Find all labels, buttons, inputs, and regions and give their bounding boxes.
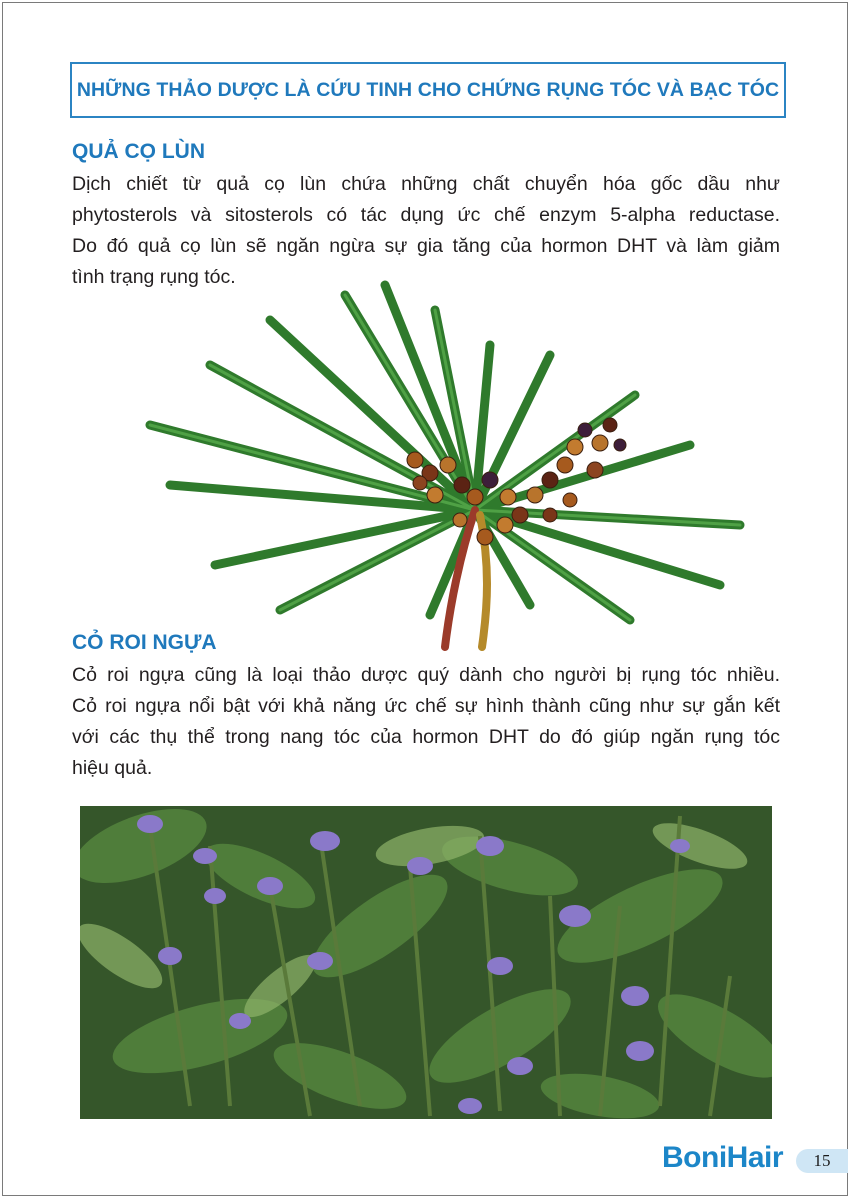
body-line: hiệu quả. <box>72 757 153 779</box>
body-line: tình trạng rụng tóc. <box>72 266 236 288</box>
section-heading-vervain: CỎ ROI NGỰA <box>72 631 217 654</box>
body-line: phytosterols và sitosterols có tác dụng ức chế enzym 5-alpha reductase. <box>72 204 780 226</box>
body-line: Do đó quả cọ lùn sẽ ngăn ngừa sự gia tăng của hormon DHT và làm giảm <box>72 235 780 257</box>
title-box <box>70 62 786 118</box>
body-line: Cỏ roi ngựa nổi bật với khả năng ức chế sự hình thành cũng như sự gắn kết <box>72 695 780 717</box>
page-number: 15 <box>796 1149 848 1173</box>
saw-palmetto-illustration <box>130 275 750 655</box>
brand-logo: BoniHair <box>662 1141 784 1174</box>
body-line: Dịch chiết từ quả cọ lùn chứa những chất chuyển hóa gốc dầu như <box>72 173 780 195</box>
vervain-photo <box>80 806 772 1119</box>
section-body-vervain <box>72 660 780 784</box>
page-title: NHỮNG THẢO DƯỢC LÀ CỨU TINH CHO CHỨNG RỤNG TÓC VÀ BẠC TÓC <box>76 78 780 101</box>
body-line: với các thụ thể trong nang tóc của hormon DHT do đó giúp ngăn rụng tóc <box>72 726 780 748</box>
body-line: Cỏ roi ngựa cũng là loại thảo dược quý dành cho người bị rụng tóc nhiều. <box>72 664 780 686</box>
section-heading-saw-palmetto: QUẢ CỌ LÙN <box>72 140 205 163</box>
